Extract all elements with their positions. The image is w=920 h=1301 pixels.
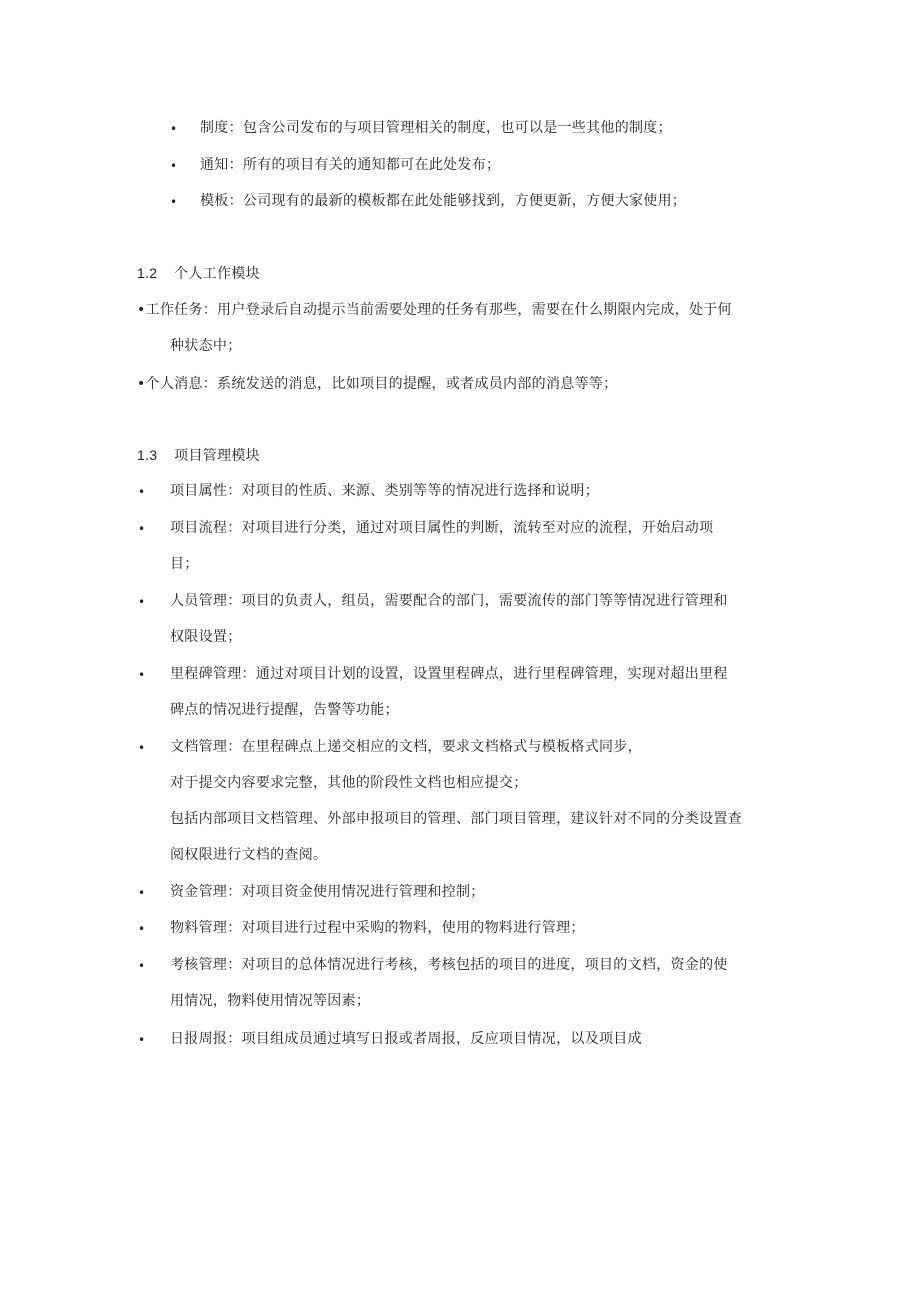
list-item-project-attributes: 项目属性：对项目的性质、来源、类别等等的情况进行选择和说明； (170, 483, 599, 499)
list-item-staff-management-cont: 权限设置； (170, 629, 242, 645)
list-bullet: • (138, 522, 146, 536)
list-bullet: • (170, 122, 178, 136)
list-item-document-management-cont: 对于提交内容要求完整，其他的阶段性文档也相应提交； (170, 775, 528, 791)
list-item-rules: 制度：包含公司发布的与项目管理相关的制度，也可以是一些其他的制度； (200, 120, 672, 136)
list-item-project-flow-cont: 目； (170, 556, 199, 572)
list-item-document-management-cont: 阅权限进行文档的查阅。 (170, 847, 328, 863)
list-item-template: 模板：公司现有的最新的模板都在此处能够找到，方便更新，方便大家使用； (200, 193, 687, 209)
list-bullet: • (138, 668, 146, 682)
list-item-document-management: 文档管理：在里程碑点上递交相应的文档，要求文档格式与模板格式同步， (170, 739, 642, 755)
list-item-assessment-management-cont: 用情况，物料使用情况等因素； (170, 993, 371, 1009)
list-item-notice: 通知：所有的项目有关的通知都可在此处发布； (200, 157, 501, 173)
list-item-milestone-management: 里程碑管理：通过对项目计划的设置，设置里程碑点，进行里程碑管理，实现对超出里程 (170, 666, 728, 682)
list-bullet: • (138, 922, 146, 936)
section-title: 项目管理模块 (174, 448, 260, 464)
list-item-fund-management: 资金管理：对项目资金使用情况进行管理和控制； (170, 884, 485, 900)
section-number: 1.2 (137, 265, 158, 281)
list-item-document-management-cont: 包括内部项目文档管理、外部申报项目的管理、部门项目管理，建议针对不同的分类设置查 (170, 811, 742, 827)
section-title: 个人工作模块 (174, 266, 260, 282)
list-item-work-task: •工作任务：用户登录后自动提示当前需要处理的任务有那些，需要在什么期限内完成，处于何 (137, 302, 732, 318)
list-item-assessment-management: 考核管理：对项目的总体情况进行考核，考核包括的项目的进度，项目的文档，资金的使 (170, 957, 728, 973)
list-bullet: • (138, 595, 146, 609)
list-bullet: • (170, 159, 178, 173)
list-bullet: • (138, 886, 146, 900)
list-item-milestone-management-cont: 碑点的情况进行提醒，告警等功能； (170, 702, 399, 718)
list-item-daily-weekly-report: 日报周报：项目组成员通过填写日报或者周报，反应项目情况，以及项目成 (170, 1031, 642, 1047)
list-item-work-task-cont: 种状态中； (170, 338, 242, 354)
list-bullet: • (138, 959, 146, 973)
list-item-personal-message: •个人消息：系统发送的消息，比如项目的提醒，或者成员内部的消息等等； (137, 376, 618, 392)
list-bullet: • (170, 195, 178, 209)
list-item-material-management: 物料管理：对项目进行过程中采购的物料，使用的物料进行管理； (170, 920, 585, 936)
section-heading (137, 445, 260, 465)
list-bullet: • (138, 741, 146, 755)
list-item-staff-management: 人员管理：项目的负责人，组员，需要配合的部门，需要流传的部门等等情况进行管理和 (170, 593, 728, 609)
section-heading (137, 263, 260, 283)
list-bullet: • (138, 485, 146, 499)
list-item-project-flow: 项目流程：对项目进行分类，通过对项目属性的判断，流转至对应的流程，开始启动项 (170, 520, 714, 536)
list-bullet: • (138, 1033, 146, 1047)
section-number: 1.3 (137, 447, 158, 463)
